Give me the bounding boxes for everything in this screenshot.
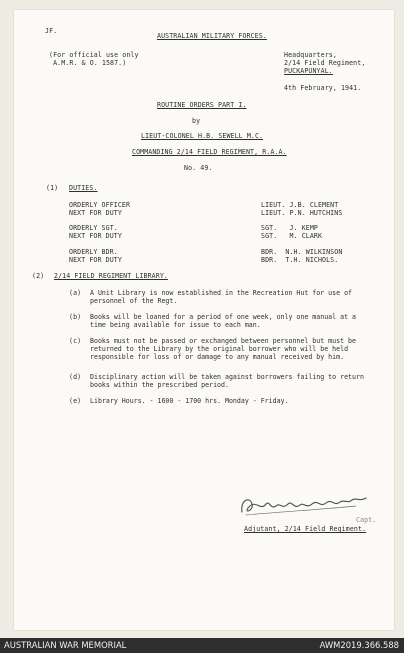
footer-bar	[0, 638, 404, 653]
duty-role: ORDERLY OFFICER	[69, 201, 131, 209]
item-label: (e)	[69, 397, 82, 405]
item-label: (a)	[69, 289, 82, 297]
footer-accession-number: AWM2019.366.588	[319, 640, 399, 650]
duty-person: SGT. J. KEMP	[261, 224, 318, 232]
section-1-heading: DUTIES.	[69, 184, 98, 192]
item-label: (b)	[69, 313, 82, 321]
duty-role: NEXT FOR DUTY	[69, 256, 122, 264]
official-use-line-2: A.M.R. & O. 1587.)	[49, 59, 127, 67]
commander-name: LIEUT-COLONEL H.B. SEWELL M.C.	[141, 132, 264, 140]
duty-person: BDR. N.H. WILKINSON	[261, 248, 343, 256]
signatory-rank: Capt.	[356, 516, 377, 524]
orders-by: by	[192, 117, 201, 125]
orders-title: ROUTINE ORDERS PART I.	[157, 101, 247, 109]
official-use-line-1: (For official use only	[49, 51, 139, 59]
duty-person: LIEUT. P.N. HUTCHINS	[261, 209, 343, 217]
section-2-heading: 2/14 FIELD REGIMENT LIBRARY.	[54, 272, 168, 280]
footer-institution: AUSTRALIAN WAR MEMORIAL	[4, 640, 127, 650]
handwritten-signature	[236, 490, 371, 520]
duty-role: ORDERLY BDR.	[69, 248, 118, 256]
item-text: Library Hours. - 1600 - 1700 hrs. Monday - Friday.	[90, 397, 289, 405]
hq-line-1: Headquarters,	[284, 51, 337, 59]
duty-role: NEXT FOR DUTY	[69, 209, 122, 217]
section-2-number: (2)	[32, 272, 45, 280]
hq-line-3: PUCKAPUNYAL.	[284, 67, 333, 75]
commanding-unit: COMMANDING 2/14 FIELD REGIMENT, R.A.A.	[132, 148, 287, 156]
orders-number: No. 49.	[184, 164, 213, 172]
signatory-title: Adjutant, 2/14 Field Regiment.	[244, 525, 367, 533]
section-1-number: (1)	[46, 184, 59, 192]
item-label: (c)	[69, 337, 82, 345]
duty-person: BDR. T.H. NICHOLS.	[261, 256, 339, 264]
item-text: Books will be loaned for a period of one week, only one manual at a time being available for issue to each man.	[90, 313, 356, 329]
duty-role: ORDERLY SGT.	[69, 224, 118, 232]
item-text: A Unit Library is now established in the Recreation Hut for use of personnel of the Regt.	[90, 289, 353, 305]
hq-line-2: 2/14 Field Regiment,	[284, 59, 366, 67]
corner-mark: JF.	[45, 27, 58, 35]
item-label: (d)	[69, 373, 82, 381]
duty-person: SGT. M. CLARK	[261, 232, 323, 240]
document-date: 4th February, 1941.	[284, 84, 362, 92]
header-title: AUSTRALIAN MILITARY FORCES.	[157, 32, 267, 40]
item-text: Books must not be passed or exchanged between personnel but must be returned to the Library by the original borrower who will be held responsible for loss of or damage to any manual received by him.	[90, 337, 356, 361]
duty-person: LIEUT. J.B. CLEMENT	[261, 201, 339, 209]
item-text: Disciplinary action will be taken against borrowers failing to return books within the prescribed period.	[90, 373, 364, 389]
document-page	[14, 10, 394, 630]
duty-role: NEXT FOR DUTY	[69, 232, 122, 240]
